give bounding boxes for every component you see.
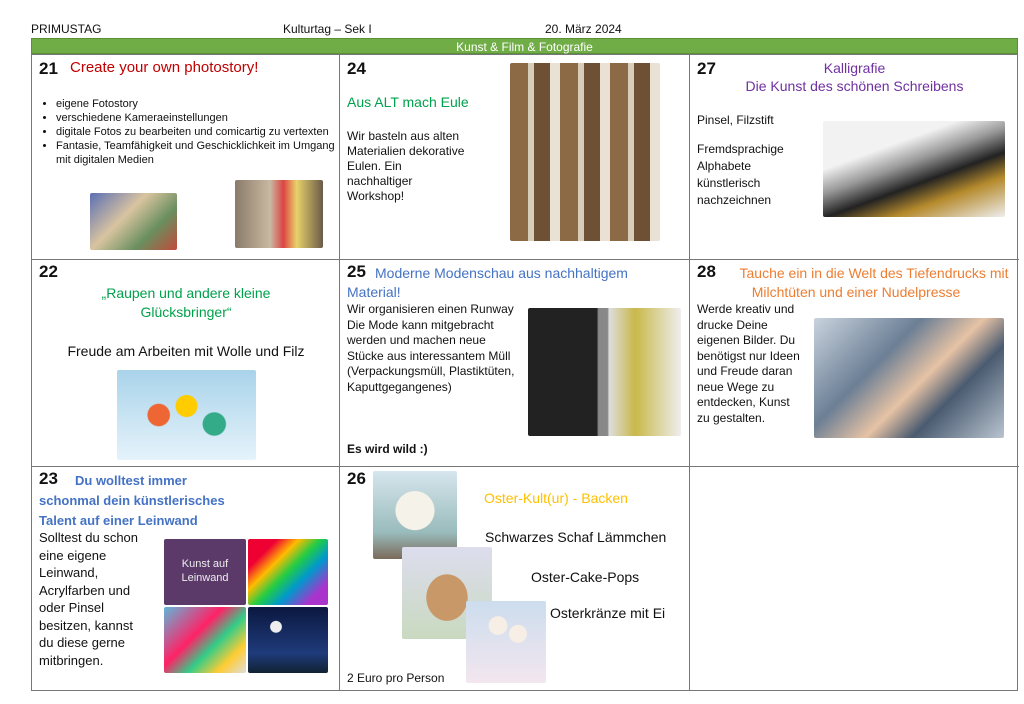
- workshop-title: Kalligrafie: [823, 60, 886, 76]
- workshop-title: Du wolltest immer schonmal dein künstlerisches Talent auf einer Leinwand: [39, 473, 225, 528]
- workshop-title: Tauche ein in die Welt des Tiefendrucks mit Milchtüten und einer Nudelpresse: [739, 265, 1009, 300]
- workshop-title: Create your own photostory!: [70, 59, 259, 76]
- workshop-number: 26: [347, 469, 366, 488]
- empty-cell: [690, 467, 1019, 691]
- price-text: 2 Euro pro Person: [347, 671, 445, 685]
- workshop-subtitle: Die Kunst des schönen Schreibens: [745, 78, 964, 94]
- felt-caterpillar-image: [117, 370, 256, 460]
- workshop-description: Wir basteln aus alten Materialien dekorative Eulen. Ein nachhaltiger Workshop!: [347, 129, 465, 203]
- workshop-21: [32, 55, 340, 260]
- workshop-26: [340, 467, 690, 691]
- printmaking-image: [814, 318, 1004, 438]
- recipe-item: Osterkränze mit Ei: [550, 605, 666, 621]
- recipe-item: Oster-Cake-Pops: [531, 569, 640, 585]
- workshop-tagline: Es wird wild :): [347, 442, 428, 456]
- workshop-title: Aus ALT mach Eule: [347, 94, 469, 110]
- photostory-photo-image: [235, 180, 323, 248]
- workshop-grid: [31, 54, 1018, 691]
- workshop-number: 27: [697, 59, 716, 78]
- workshop-28: [690, 260, 1019, 467]
- workshop-number: 25: [347, 262, 366, 281]
- list-item: • digitale Fotos zu bearbeiten und comicartig zu vertexten: [56, 125, 340, 139]
- calligraphy-image: [823, 121, 1005, 217]
- workshop-22: [32, 260, 340, 467]
- workshop-25: [340, 260, 690, 467]
- list-item: • verschiedene Kameraeinstellungen: [56, 111, 340, 125]
- workshop-number: 28: [697, 262, 716, 281]
- workshop-23: [32, 467, 340, 691]
- workshop-title: Oster-Kult(ur) - Backen: [484, 490, 628, 506]
- workshop-description: Werde kreativ und drucke Deine eigenen Bilder. Du benötigst nur Ideen und Freude daran neue Wege zu entdecken, Kunst zu gestalten.: [697, 302, 800, 425]
- canvas-title-tile: Kunst auf Leinwand: [164, 539, 246, 605]
- workshop-description: Fremdsprachige Alphabete künstlerisch nachzeichnen: [697, 142, 784, 207]
- workshop-number: 22: [39, 262, 58, 281]
- header-center: Kulturtag – Sek I: [283, 22, 372, 36]
- photostory-comic-image: [90, 193, 177, 250]
- fashion-show-image: [528, 308, 681, 436]
- mosaic-canvas-image: [164, 607, 246, 673]
- workshop-description: Solltest du schon eine eigene Leinwand, Acrylfarben und oder Pinsel besitzen, kannst du diese gerne mitbringen.: [39, 530, 139, 668]
- list-item: • Fantasie, Teamfähigkeit und Geschicklichkeit im Umgang mit digitalen Medien: [56, 139, 340, 167]
- materials-text: Pinsel, Filzstift: [697, 113, 774, 127]
- category-banner: Kunst & Film & Fotografie: [31, 38, 1018, 54]
- workshop-24: [340, 55, 690, 260]
- recipe-item: Schwarzes Schaf Lämmchen: [485, 529, 667, 545]
- header-left: PRIMUSTAG: [31, 22, 102, 36]
- workshop-number: 21: [39, 59, 58, 78]
- workshop-title: „Raupen und andere kleine Glücksbringer“: [101, 285, 271, 320]
- owl-crafts-image: [510, 63, 660, 241]
- workshop-description: Wir organisieren einen Runway Die Mode kann mitgebracht werden und machen neue Stücke aus interessantem Müll (Verpackungsmüll, Plastiktüten, Kaputtgegangenes): [347, 302, 515, 394]
- header-date: 20. März 2024: [545, 22, 622, 36]
- lamb-cake-image: [373, 471, 457, 559]
- workshop-number: 24: [347, 59, 366, 78]
- workshop-27: [690, 55, 1019, 260]
- rainbow-canvas-image: [248, 539, 328, 605]
- cake-pops-image: [466, 601, 546, 683]
- list-item: • eigene Fotostory: [56, 97, 340, 111]
- feature-list: [38, 97, 340, 167]
- workshop-title: Moderne Modenschau aus nachhaltigem Material!: [347, 265, 628, 300]
- workshop-number: 23: [39, 469, 58, 488]
- workshop-description: Freude am Arbeiten mit Wolle und Filz: [67, 343, 305, 359]
- night-sky-canvas-image: [248, 607, 328, 673]
